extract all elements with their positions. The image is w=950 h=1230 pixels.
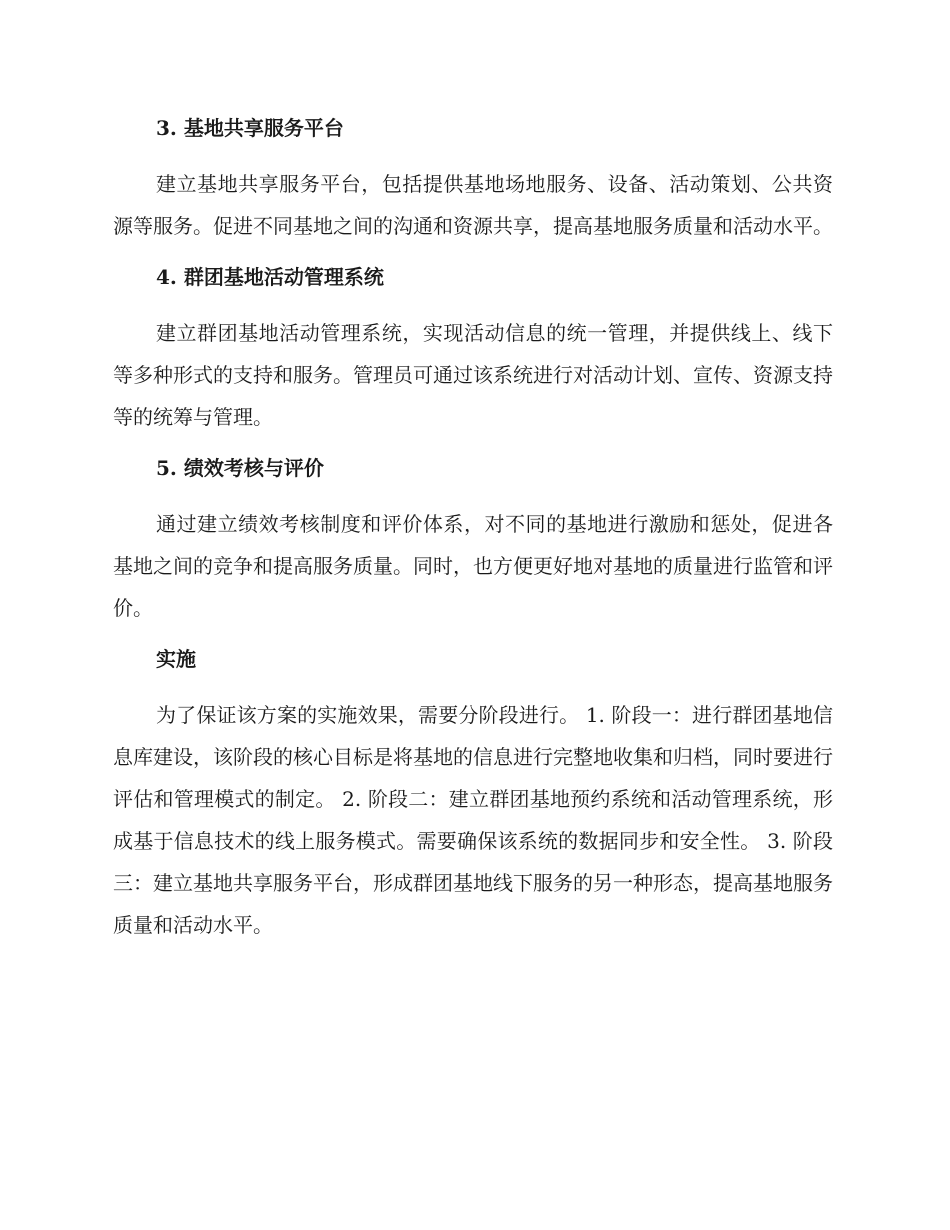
section-paragraph-shared-platform: 建立基地共享服务平台，包括提供基地场地服务、设备、活动策划、公共资源等服务。促进不同基地之间的沟通和资源共享，提高基地服务质量和活动水平。 (113, 172, 833, 238)
section-heading-shared-platform: 3. 基地共享服务平台 (156, 116, 344, 140)
spacer (113, 629, 833, 639)
section-heading-performance-evaluation: 5. 绩效考核与评价 (156, 456, 324, 480)
spacer (113, 148, 833, 163)
section-paragraph-implementation: 为了保证该方案的实施效果，需要分阶段进行。 1. 阶段一：进行群团基地信息库建设，该阶段的核心目标是将基地的信息进行完整地收集和归档，同时要进行评估和管理模式的制定。 2. 阶段二：建立群团基地预约系统和活动管理系统，形成基于信息技术的线上服务模式。需要确保该系统的数据同步和安全性。 3. 阶段三：建立基地共享服务平台，形成群团基地线下服务的另一种形态，提高基地服务质量和活动水平。 (113, 703, 833, 937)
spacer (113, 438, 833, 448)
spacer (113, 247, 833, 257)
spacer (113, 488, 833, 503)
section-heading-implementation: 实施 (156, 647, 196, 671)
section-heading-activity-management: 4. 群团基地活动管理系统 (156, 265, 384, 289)
document-body (113, 108, 833, 946)
section-paragraph-activity-management: 建立群团基地活动管理系统，实现活动信息的统一管理，并提供线上、线下等多种形式的支持和服务。管理员可通过该系统进行对活动计划、宣传、资源支持等的统筹与管理。 (113, 321, 833, 429)
section-paragraph-performance-evaluation: 通过建立绩效考核制度和评价体系，对不同的基地进行激励和惩处，促进各基地之间的竞争和提高服务质量。同时，也方便更好地对基地的质量进行监管和评价。 (113, 512, 833, 620)
spacer (113, 297, 833, 312)
spacer (113, 679, 833, 694)
